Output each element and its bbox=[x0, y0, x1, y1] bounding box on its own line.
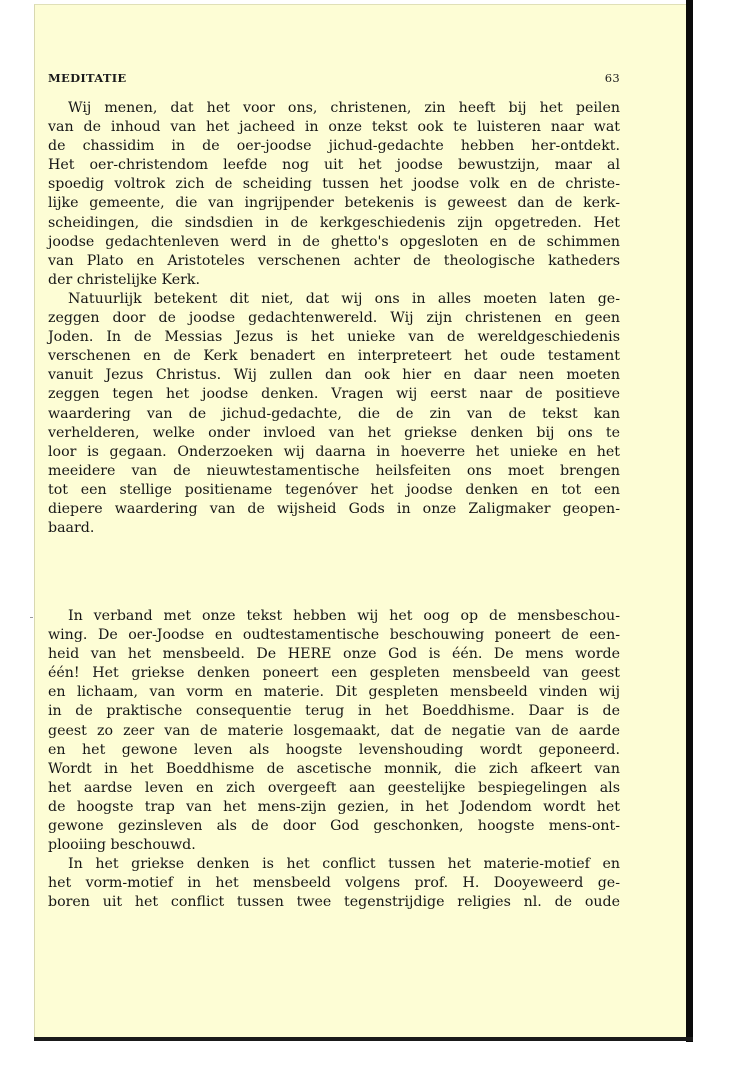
text-line: heid van het mensbeeld. De HERE onze God is één. De mens worde bbox=[48, 646, 620, 663]
paragraph bbox=[48, 290, 620, 538]
text-line: het aardse leven en zich overgeeft aan geestelijke bespiegelingen als bbox=[48, 779, 620, 796]
page-number: 63 bbox=[604, 71, 620, 85]
text-line: joodse gedachtenleven werd in de ghetto's opgesloten en de schimmen bbox=[48, 233, 620, 250]
text-line: Wij menen, dat het voor ons, christenen, zin heeft bij het peilen bbox=[68, 100, 620, 116]
text-line: scheidingen, die sindsdien in de kerkgeschiedenis zijn opgetreden. Het bbox=[48, 214, 620, 231]
paragraph bbox=[48, 607, 620, 855]
paragraph bbox=[48, 99, 620, 290]
text-line: In het griekse denken is het conflict tussen het materie-motief en bbox=[68, 856, 620, 872]
text-line: meeidere van de nieuwtestamentische heilsfeiten ons moet brengen bbox=[48, 462, 620, 479]
text-line: plooiing beschouwd. bbox=[48, 837, 196, 854]
running-title: MEDITATIE bbox=[48, 71, 127, 85]
text-line: lijke gemeente, die van ingrijpender betekenis is geweest dan de kerk- bbox=[48, 195, 620, 212]
margin-mark bbox=[30, 617, 33, 618]
text-line: de chassidim in de oer-joodse jichud-gedachte hebben her-ontdekt. bbox=[48, 138, 620, 155]
text-line: verhelderen, welke onder invloed van het griekse denken bij ons te bbox=[48, 424, 620, 441]
scan-edge-right bbox=[686, 0, 693, 1042]
text-line: Natuurlijk betekent dit niet, dat wij ons in alles moeten laten ge- bbox=[68, 291, 620, 307]
text-line: gewone gezinsleven als de door God geschonken, hoogste mens-ont- bbox=[48, 818, 620, 835]
text-line: zeggen door de joodse gedachtenwereld. Wij zijn christenen en geen bbox=[48, 310, 620, 327]
text-line: zeggen tegen het joodse denken. Vragen wij eerst naar de positieve bbox=[48, 386, 620, 403]
text-line: van Plato en Aristoteles verschenen achter de theologische katheders bbox=[48, 252, 620, 269]
text-line: Wordt in het Boeddhisme de ascetische monnik, die zich afkeert van bbox=[48, 760, 620, 777]
text-line: baard. bbox=[48, 520, 95, 537]
text-line: In verband met onze tekst hebben wij het oog op de mensbeschou- bbox=[68, 608, 620, 624]
text-line: en het gewone leven als hoogste levenshouding wordt geponeerd. bbox=[48, 741, 620, 758]
text-line: Joden. In de Messias Jezus is het unieke van de wereldgeschiedenis bbox=[48, 329, 620, 346]
paragraph bbox=[48, 855, 620, 912]
text-line: één! Het griekse denken poneert een gespleten mensbeeld van geest bbox=[48, 665, 620, 682]
text-line: Het oer-christendom leefde nog uit het joodse bewustzijn, maar al bbox=[48, 157, 620, 174]
text-line: vanuit Jezus Christus. Wij zullen dan ook hier en daar neen moeten bbox=[48, 367, 620, 384]
text-line: tot een stellige positiename tegenóver het joodse denken en tot een bbox=[48, 481, 620, 498]
text-line: spoedig voltrok zich de scheiding tussen het joodse volk en de christe- bbox=[48, 176, 620, 193]
text-line: wing. De oer-Joodse en oudtestamentische beschouwing poneert de een- bbox=[48, 627, 620, 644]
text-line: geest zo zeer van de materie losgemaakt, dat de negatie van de aarde bbox=[48, 722, 620, 739]
text-line: boren uit het conflict tussen twee tegenstrijdige religies nl. de oude bbox=[48, 894, 620, 911]
text-line: in de praktische consequentie terug in het Boeddhisme. Daar is de bbox=[48, 703, 620, 720]
text-line: de hoogste trap van het mens-zijn gezien, in het Jodendom wordt het bbox=[48, 798, 620, 815]
scan-edge-bottom bbox=[34, 1037, 693, 1041]
text-line: waardering van de jichud-gedachte, die de zin van de tekst kan bbox=[48, 405, 620, 422]
text-line: en lichaam, van vorm en materie. Dit gespleten mensbeeld vinden wij bbox=[48, 684, 620, 701]
text-line: der christelijke Kerk. bbox=[48, 271, 201, 288]
text-line: het vorm-motief in het mensbeeld volgens prof. H. Dooyeweerd ge- bbox=[48, 875, 620, 892]
text-line: loor is gegaan. Onderzoeken wij daarna in hoeverre het unieke en het bbox=[48, 443, 620, 460]
text-line: verschenen en de Kerk benadert en interpreteert het oude testament bbox=[48, 348, 620, 365]
text-line: diepere waardering van de wijsheid Gods in onze Zaligmaker geopen- bbox=[48, 501, 620, 518]
text-line: van de inhoud van het jacheed in onze tekst ook te luisteren naar wat bbox=[48, 119, 620, 136]
